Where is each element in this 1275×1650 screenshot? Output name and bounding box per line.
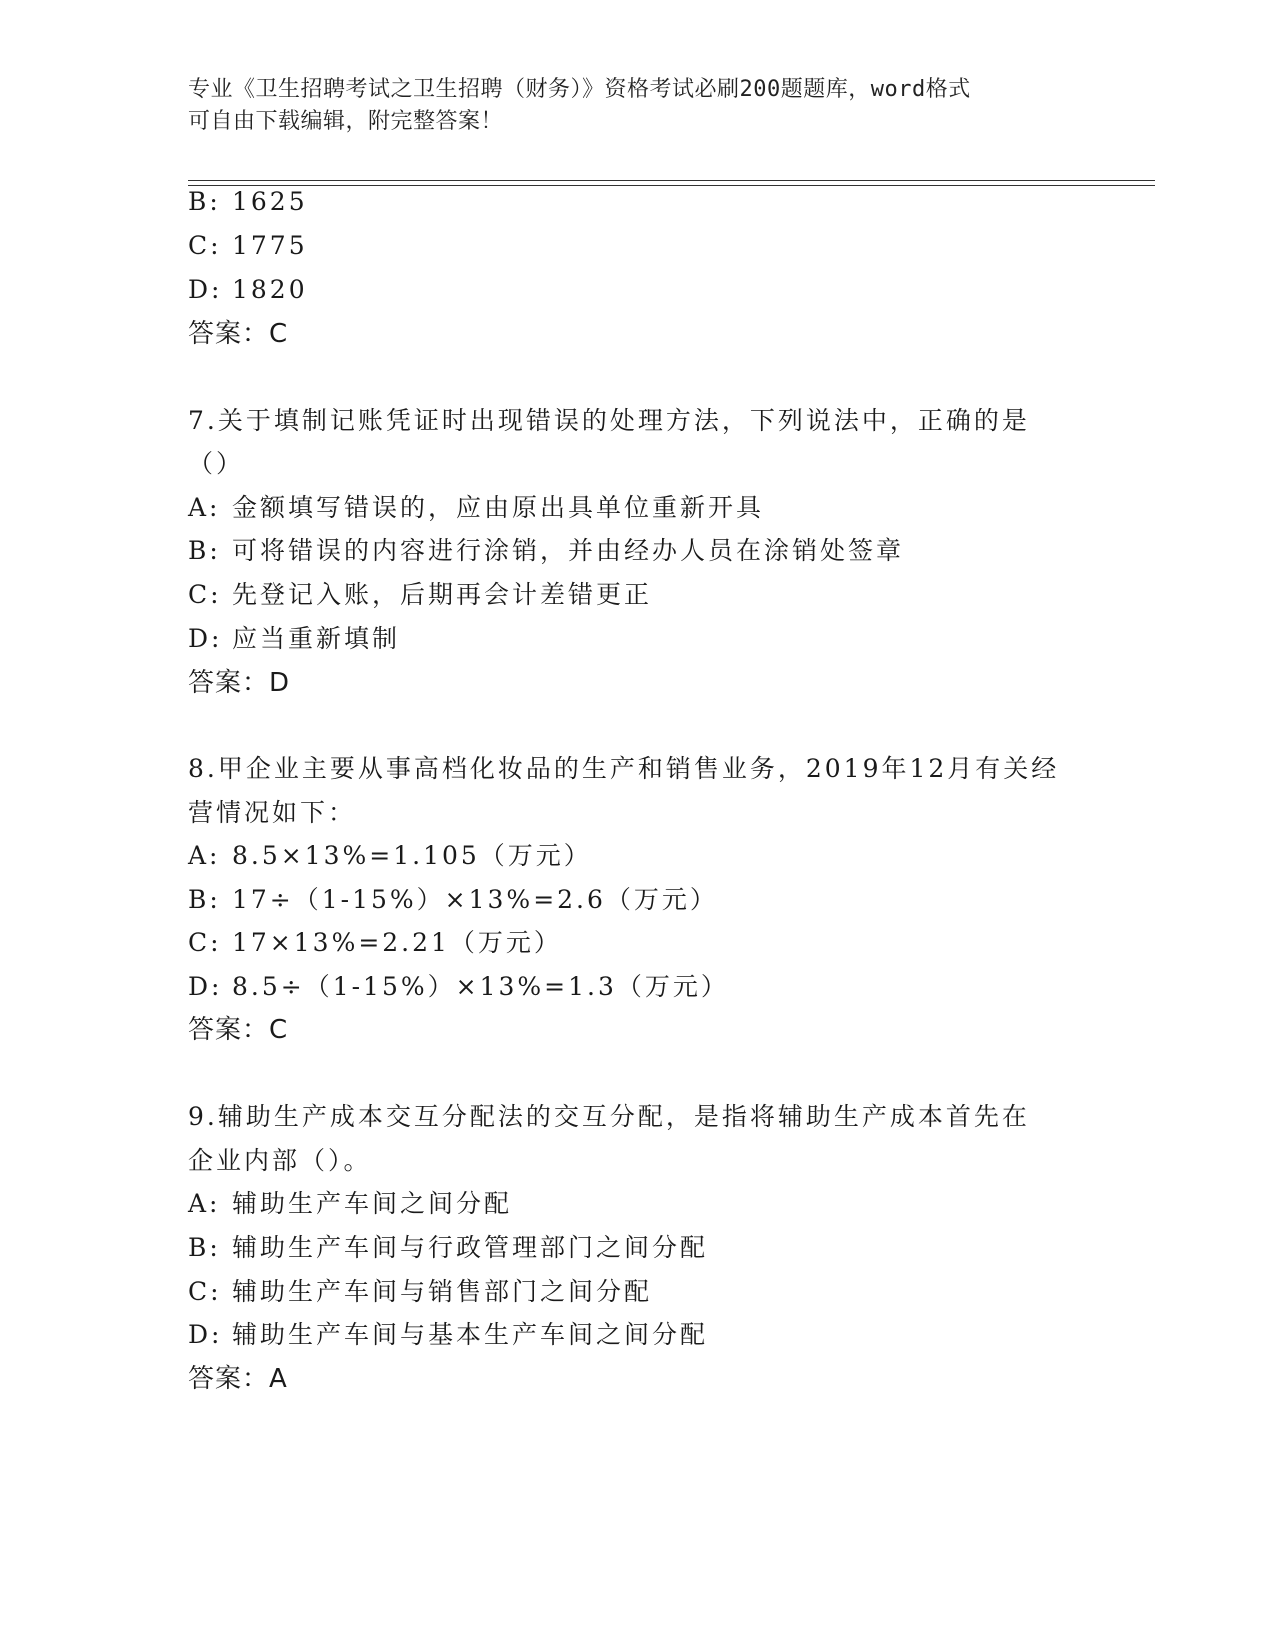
option-letter: D:: [188, 1320, 223, 1349]
option-text: 金额填写错误的，应由原出具单位重新开具: [232, 493, 765, 522]
option-letter: B:: [188, 187, 221, 216]
option-letter: A:: [188, 493, 221, 522]
option-letter: D:: [188, 624, 223, 653]
q9-stem-line-1: 9.辅助生产成本交互分配法的交互分配，是指将辅助生产成本首先在: [188, 1102, 1030, 1131]
q8-option-c: [188, 927, 562, 959]
q9-option-d: [188, 1319, 708, 1351]
option-letter: A:: [188, 841, 221, 870]
option-text: 辅助生产车间之间分配: [232, 1189, 513, 1218]
q9-stem-line-2: 企业内部（）。: [188, 1146, 372, 1175]
q8-option-a: [188, 840, 592, 872]
q6-answer: 答案：C: [188, 319, 289, 349]
option-letter: B:: [188, 1233, 221, 1262]
q6-option-c: [188, 230, 308, 262]
header-line-1: 专业《卫生招聘考试之卫生招聘（财务）》资格考试必刷200题题库，word格式: [188, 77, 971, 102]
option-text: 8.5×13%=1.105（万元）: [232, 841, 592, 870]
option-letter: D:: [188, 972, 223, 1001]
option-letter: A:: [188, 1189, 221, 1218]
q9-answer: 答案：A: [188, 1364, 288, 1394]
option-text: 辅助生产车间与行政管理部门之间分配: [232, 1233, 709, 1262]
header-divider-top: [188, 180, 1155, 181]
q7-answer: 答案：D: [188, 668, 291, 698]
option-text: 先登记入账，后期再会计差错更正: [232, 580, 653, 609]
q7-stem-line-2: （）: [188, 449, 245, 478]
option-letter: C:: [188, 928, 222, 957]
option-letter: C:: [188, 580, 222, 609]
q9-option-c: [188, 1276, 652, 1308]
option-letter: C:: [188, 1277, 222, 1306]
option-text: 17×13%=2.21（万元）: [232, 928, 562, 957]
q8-stem-line-2: 营情况如下：: [188, 798, 357, 827]
q7-option-d: [188, 623, 400, 655]
q9-option-a: [188, 1188, 512, 1220]
option-letter: D:: [188, 275, 223, 304]
document-header: [188, 74, 1088, 138]
option-text: 8.5÷（1-15%）×13%=1.3（万元）: [232, 972, 729, 1001]
option-text: 可将错误的内容进行涂销，并由经办人员在涂销处签章: [232, 536, 905, 565]
q7-stem-line-1: 7.关于填制记账凭证时出现错误的处理方法，下列说法中，正确的是: [188, 406, 1030, 435]
option-letter: C:: [188, 231, 222, 260]
q7-option-c: [188, 579, 652, 611]
q9-option-b: [188, 1232, 708, 1264]
option-letter: B:: [188, 885, 221, 914]
q7-option-b: [188, 535, 904, 567]
option-text: 1820: [232, 275, 308, 304]
header-divider-bottom: [188, 185, 1155, 186]
option-text: 辅助生产车间与销售部门之间分配: [232, 1277, 653, 1306]
q8-option-d: [188, 971, 729, 1003]
q8-option-b: [188, 884, 718, 916]
q7-option-a: [188, 492, 764, 524]
q6-option-b: [188, 186, 308, 218]
option-text: 辅助生产车间与基本生产车间之间分配: [232, 1320, 709, 1349]
option-text: 1625: [232, 187, 308, 216]
option-text: 17÷（1-15%）×13%=2.6（万元）: [232, 885, 718, 914]
q8-answer: 答案：C: [188, 1015, 289, 1045]
option-text: 1775: [232, 231, 308, 260]
option-letter: B:: [188, 536, 221, 565]
header-line-2: 可自由下载编辑，附完整答案！: [188, 109, 504, 134]
q8-stem-line-1: 8.甲企业主要从事高档化妆品的生产和销售业务，2019年12月有关经: [188, 754, 1060, 783]
q6-option-d: [188, 274, 308, 306]
option-text: 应当重新填制: [232, 624, 401, 653]
